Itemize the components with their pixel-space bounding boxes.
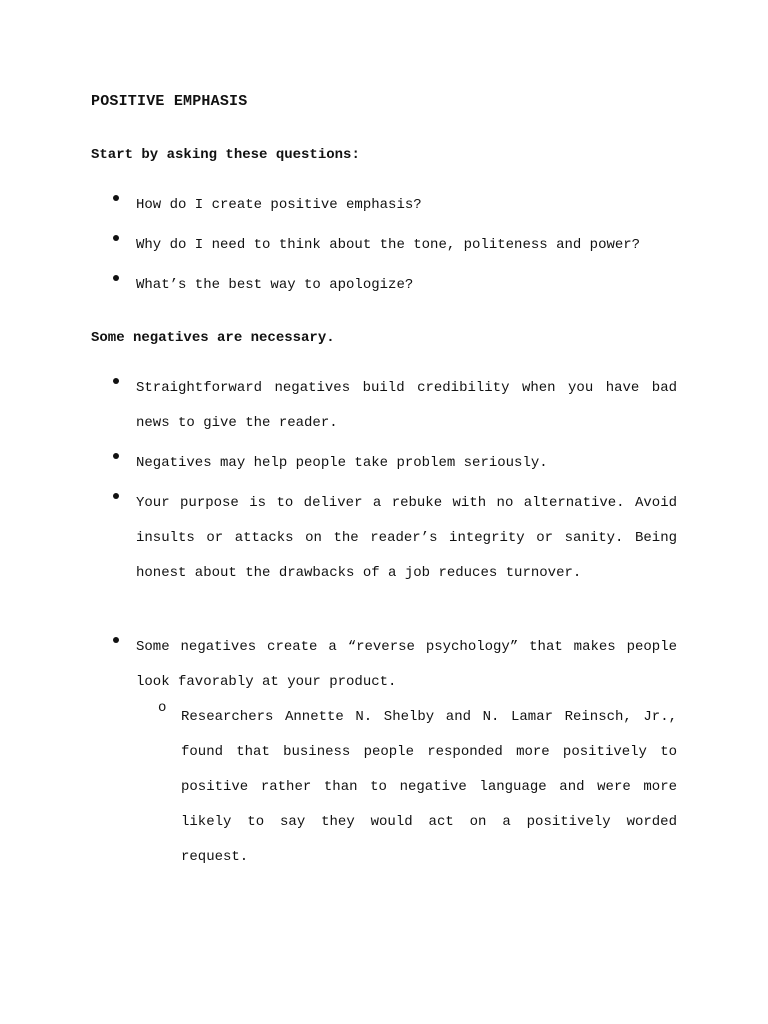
section-heading-questions: Start by asking these questions: (91, 147, 360, 163)
list-item (91, 371, 677, 446)
document-title: POSITIVE EMPHASIS (91, 93, 248, 110)
sub-list-item-text: Researchers Annette N. Shelby and N. Lamar Reinsch, Jr., found that business people responded more positively to positive rather than to negative language and were more likely to say they would act on a positively worded request. (181, 709, 677, 865)
list-item (91, 268, 677, 308)
list-item-text: What’s the best way to apologize? (136, 277, 414, 293)
list-item (91, 630, 677, 875)
list-item (91, 188, 677, 228)
list-item-text: Straightforward negatives build credibility when you have bad news to give the reader. (136, 380, 677, 431)
questions-list (91, 188, 677, 308)
list-item-text: How do I create positive emphasis? (136, 197, 422, 213)
list-item-text: Your purpose is to deliver a rebuke with no alternative. Avoid insults or attacks on the reader’s integrity or sanity. Being honest about the drawbacks of a job reduces turnover. (136, 495, 677, 581)
sub-list-item (136, 700, 677, 875)
negatives-list (91, 371, 677, 875)
list-item (91, 446, 677, 486)
list-item (91, 228, 677, 268)
list-item-text: Why do I need to think about the tone, politeness and power? (136, 237, 641, 253)
sub-bullet-icon: o (158, 700, 167, 716)
list-item (91, 486, 677, 630)
list-item-text: Some negatives create a “reverse psychology” that makes people look favorably at your product. (136, 639, 677, 690)
section-heading-negatives: Some negatives are necessary. (91, 330, 335, 346)
list-item-text: Negatives may help people take problem seriously. (136, 455, 548, 471)
